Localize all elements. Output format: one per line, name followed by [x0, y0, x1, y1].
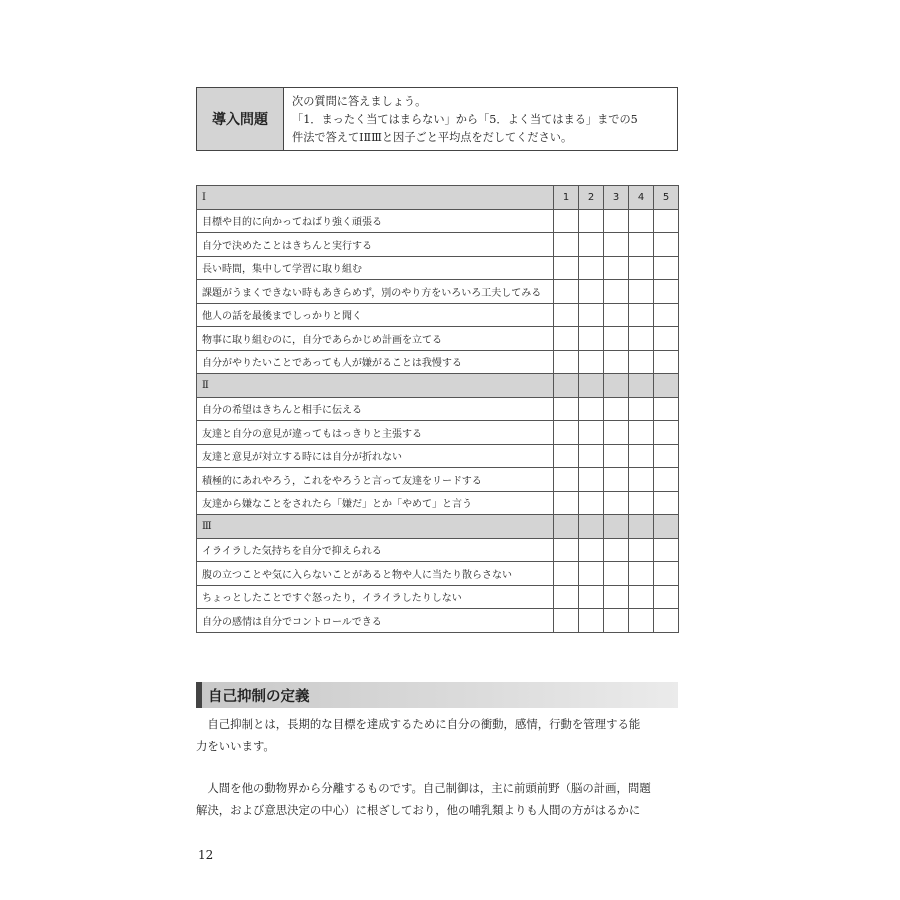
answer-cell-1[interactable]: [554, 585, 579, 609]
answer-cell-3[interactable]: [604, 468, 629, 492]
answer-cell-1[interactable]: [554, 280, 579, 304]
answer-cell-2[interactable]: [579, 444, 604, 468]
header-cell: [654, 515, 679, 539]
header-cell: [579, 374, 604, 398]
survey-table: [196, 185, 679, 633]
intro-line: 次の質問に答えましょう。: [292, 95, 427, 108]
answer-cell-1[interactable]: [554, 233, 579, 257]
answer-cell-3[interactable]: [604, 350, 629, 374]
answer-cell-4[interactable]: [629, 491, 654, 515]
answer-cell-5[interactable]: [654, 233, 679, 257]
answer-cell-3[interactable]: [604, 256, 629, 280]
answer-cell-4[interactable]: [629, 585, 654, 609]
factor-label: Ⅲ: [197, 515, 554, 539]
answer-cell-3[interactable]: [604, 327, 629, 351]
question-row: [197, 397, 679, 421]
answer-cell-5[interactable]: [654, 327, 679, 351]
header-cell: [554, 374, 579, 398]
answer-cell-1[interactable]: [554, 397, 579, 421]
question-text: イライラした気持ちを自分で抑えられる: [197, 538, 554, 562]
scale-label: 1: [554, 186, 579, 210]
answer-cell-4[interactable]: [629, 256, 654, 280]
answer-cell-1[interactable]: [554, 491, 579, 515]
answer-cell-5[interactable]: [654, 562, 679, 586]
answer-cell-3[interactable]: [604, 585, 629, 609]
answer-cell-2[interactable]: [579, 421, 604, 445]
factor-header-row: [197, 515, 679, 539]
answer-cell-4[interactable]: [629, 209, 654, 233]
answer-cell-4[interactable]: [629, 233, 654, 257]
scale-label: 5: [654, 186, 679, 210]
section-heading-bar: [196, 682, 202, 708]
answer-cell-4[interactable]: [629, 609, 654, 633]
intro-question-box: [196, 87, 678, 151]
header-cell: [629, 374, 654, 398]
answer-cell-2[interactable]: [579, 327, 604, 351]
section-title: 自己抑制の定義: [208, 688, 310, 705]
factor-label: Ⅱ: [197, 374, 554, 398]
intro-label: 導入問題: [197, 88, 284, 150]
answer-cell-4[interactable]: [629, 303, 654, 327]
question-row: [197, 327, 679, 351]
question-row: [197, 303, 679, 327]
answer-cell-2[interactable]: [579, 397, 604, 421]
answer-cell-1[interactable]: [554, 562, 579, 586]
paragraph-definition: [196, 713, 680, 757]
question-text: 友達と意見が対立する時には自分が折れない: [197, 444, 554, 468]
question-text: 自分で決めたことはきちんと実行する: [197, 233, 554, 257]
answer-cell-2[interactable]: [579, 280, 604, 304]
paragraph-explanation: [196, 777, 680, 821]
answer-cell-3[interactable]: [604, 491, 629, 515]
answer-cell-5[interactable]: [654, 209, 679, 233]
answer-cell-3[interactable]: [604, 444, 629, 468]
question-text: 自分の希望はきちんと相手に伝える: [197, 397, 554, 421]
question-text: 他人の話を最後までしっかりと聞く: [197, 303, 554, 327]
answer-cell-2[interactable]: [579, 256, 604, 280]
header-cell: [604, 515, 629, 539]
header-cell: [654, 374, 679, 398]
answer-cell-5[interactable]: [654, 444, 679, 468]
answer-cell-4[interactable]: [629, 327, 654, 351]
answer-cell-3[interactable]: [604, 233, 629, 257]
question-row: [197, 256, 679, 280]
factor-header-row: [197, 186, 679, 210]
header-cell: [579, 515, 604, 539]
answer-cell-5[interactable]: [654, 280, 679, 304]
answer-cell-2[interactable]: [579, 350, 604, 374]
answer-cell-1[interactable]: [554, 421, 579, 445]
answer-cell-2[interactable]: [579, 491, 604, 515]
header-cell: [604, 374, 629, 398]
answer-cell-4[interactable]: [629, 350, 654, 374]
question-row: [197, 350, 679, 374]
question-row: [197, 491, 679, 515]
answer-cell-2[interactable]: [579, 209, 604, 233]
answer-cell-2[interactable]: [579, 468, 604, 492]
answer-cell-4[interactable]: [629, 280, 654, 304]
answer-cell-1[interactable]: [554, 209, 579, 233]
question-row: [197, 585, 679, 609]
answer-cell-1[interactable]: [554, 538, 579, 562]
factor-header-row: [197, 374, 679, 398]
question-text: 自分がやりたいことであっても人が嫌がることは我慢する: [197, 350, 554, 374]
intro-instructions: [284, 88, 677, 150]
question-row: [197, 562, 679, 586]
answer-cell-3[interactable]: [604, 421, 629, 445]
paragraph-line: 力をいいます。: [196, 739, 275, 753]
intro-line: 件法で答えてⅠⅡⅢと因子ごと平均点をだしてください。: [292, 131, 573, 144]
answer-cell-3[interactable]: [604, 303, 629, 327]
paragraph-line: 解決，および意思決定の中心）に根ざしており，他の哺乳類よりも人間の方がはるかに: [196, 803, 641, 817]
question-text: 友達から嫌なことをされたら「嫌だ」とか「やめて」と言う: [197, 491, 554, 515]
answer-cell-3[interactable]: [604, 397, 629, 421]
question-text: 物事に取り組むのに，自分であらかじめ計画を立てる: [197, 327, 554, 351]
answer-cell-1[interactable]: [554, 256, 579, 280]
question-text: 腹の立つことや気に入らないことがあると物や人に当たり散らさない: [197, 562, 554, 586]
paragraph-line: 自己抑制とは，長期的な目標を達成するために自分の衝動，感情，行動を管理する能: [196, 717, 641, 731]
scale-label: 4: [629, 186, 654, 210]
question-text: 課題がうまくできない時もあきらめず，別のやり方をいろいろ工夫してみる: [197, 280, 554, 304]
answer-cell-3[interactable]: [604, 538, 629, 562]
factor-label: Ⅰ: [197, 186, 554, 210]
answer-cell-5[interactable]: [654, 491, 679, 515]
answer-cell-2[interactable]: [579, 233, 604, 257]
intro-line: 「1．まったく当てはまらない」から「5．よく当てはまる」までの5: [292, 113, 638, 126]
answer-cell-3[interactable]: [604, 609, 629, 633]
question-row: [197, 468, 679, 492]
question-text: ちょっとしたことですぐ怒ったり，イライラしたりしない: [197, 585, 554, 609]
paragraph-line: 人間を他の動物界から分離するものです。自己制御は，主に前頭前野（脳の計画，問題: [196, 781, 651, 795]
answer-cell-4[interactable]: [629, 421, 654, 445]
question-text: 長い時間，集中して学習に取り組む: [197, 256, 554, 280]
answer-cell-5[interactable]: [654, 421, 679, 445]
answer-cell-1[interactable]: [554, 468, 579, 492]
answer-cell-4[interactable]: [629, 562, 654, 586]
answer-cell-5[interactable]: [654, 609, 679, 633]
answer-cell-1[interactable]: [554, 609, 579, 633]
answer-cell-5[interactable]: [654, 397, 679, 421]
question-text: 目標や目的に向かってねばり強く頑張る: [197, 209, 554, 233]
question-row: [197, 538, 679, 562]
answer-cell-4[interactable]: [629, 444, 654, 468]
answer-cell-3[interactable]: [604, 280, 629, 304]
question-row: [197, 421, 679, 445]
question-row: [197, 233, 679, 257]
question-text: 自分の感情は自分でコントロールできる: [197, 609, 554, 633]
answer-cell-5[interactable]: [654, 538, 679, 562]
answer-cell-5[interactable]: [654, 585, 679, 609]
question-text: 友達と自分の意見が違ってもはっきりと主張する: [197, 421, 554, 445]
question-row: [197, 280, 679, 304]
answer-cell-2[interactable]: [579, 303, 604, 327]
answer-cell-1[interactable]: [554, 303, 579, 327]
header-cell: [554, 515, 579, 539]
answer-cell-1[interactable]: [554, 350, 579, 374]
page-number: 12: [198, 848, 214, 862]
answer-cell-2[interactable]: [579, 538, 604, 562]
answer-cell-1[interactable]: [554, 444, 579, 468]
scale-label: 2: [579, 186, 604, 210]
answer-cell-5[interactable]: [654, 350, 679, 374]
question-row: [197, 209, 679, 233]
question-row: [197, 609, 679, 633]
question-row: [197, 444, 679, 468]
answer-cell-3[interactable]: [604, 562, 629, 586]
answer-cell-4[interactable]: [629, 538, 654, 562]
answer-cell-1[interactable]: [554, 327, 579, 351]
answer-cell-3[interactable]: [604, 209, 629, 233]
header-cell: [629, 515, 654, 539]
answer-cell-4[interactable]: [629, 468, 654, 492]
answer-cell-4[interactable]: [629, 397, 654, 421]
scale-label: 3: [604, 186, 629, 210]
answer-cell-5[interactable]: [654, 303, 679, 327]
answer-cell-2[interactable]: [579, 562, 604, 586]
section-heading: [196, 682, 678, 708]
answer-cell-2[interactable]: [579, 609, 604, 633]
answer-cell-5[interactable]: [654, 468, 679, 492]
question-text: 積極的にあれやろう，これをやろうと言って友達をリードする: [197, 468, 554, 492]
answer-cell-2[interactable]: [579, 585, 604, 609]
answer-cell-5[interactable]: [654, 256, 679, 280]
